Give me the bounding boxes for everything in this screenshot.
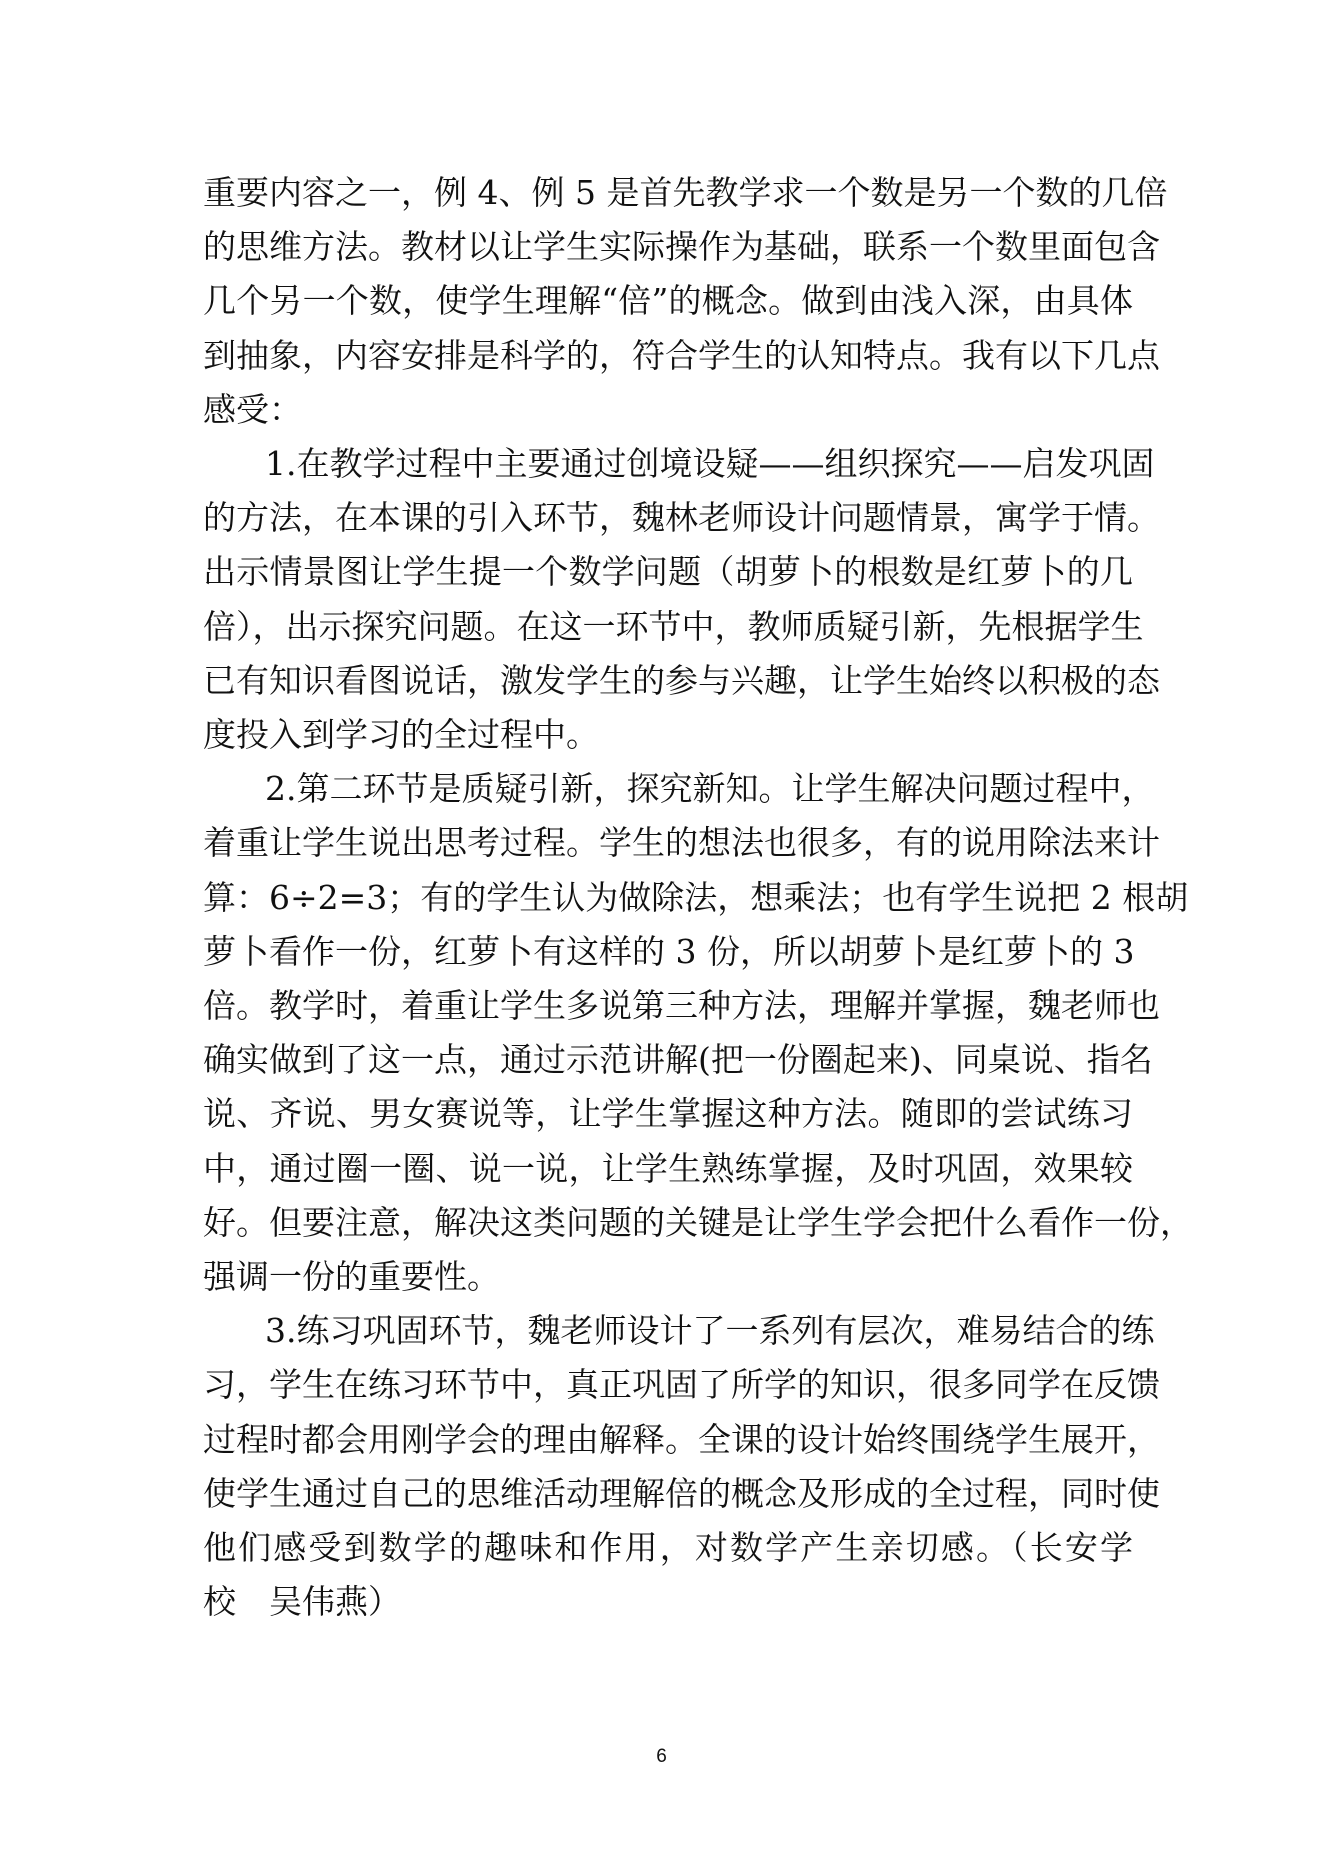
text-line: 感受： [203,389,302,429]
text-line: 出示情景图让学生提一个数学问题（胡萝卜的根数是红萝卜的几 [203,552,1133,592]
text-line: 度投入到学习的全过程中。 [203,715,599,755]
paragraph-point-1 [203,437,1160,762]
text-line: 算：6÷2=3；有的学生认为做除法，想乘法；也有学生说把 2 根胡 [203,877,1189,917]
text-line: 习，学生在练习环节中，真正巩固了所学的知识，很多同学在反馈 [203,1365,1160,1405]
text-line: 着重让学生说出思考过程。学生的想法也很多，有的说用除法来计 [203,823,1160,863]
text-line: 已有知识看图说话，激发学生的参与兴趣，让学生始终以积极的态 [203,660,1160,700]
paragraph-intro [203,166,1168,437]
text-line: 倍。教学时，着重让学生多说第三种方法，理解并掌握，魏老师也 [203,986,1160,1026]
paragraph-point-3 [203,1304,1160,1629]
text-line: 确实做到了这一点，通过示范讲解(把一份圈起来)、同桌说、指名 [203,1040,1153,1080]
text-line: 说、齐说、男女赛说等，让学生掌握这种方法。随即的尝试练习 [203,1094,1133,1134]
page-number: 6 [656,1746,667,1767]
paragraph-point-2 [203,762,1193,1304]
text-line: 3.练习巩固环节，魏老师设计了一系列有层次，难易结合的练 [265,1311,1155,1351]
text-line: 1.在教学过程中主要通过创境设疑——组织探究——启发巩固 [265,444,1155,484]
text-line: 好。但要注意，解决这类问题的关键是让学生学会把什么看作一份， [203,1202,1193,1242]
text-line: 重要内容之一，例 4、例 5 是首先教学求一个数是另一个数的几倍 [203,173,1168,212]
text-line: 他们感受到数学的趣味和作用，对数学产生亲切感。（长安学 [203,1528,1133,1568]
text-line: 校 吴伟燕） [203,1582,401,1622]
text-line: 几个另一个数，使学生理解“倍”的概念。做到由浅入深，由具体 [203,281,1133,321]
text-line: 的思维方法。教材以让学生实际操作为基础，联系一个数里面包含 [203,227,1160,267]
text-line: 的方法，在本课的引入环节，魏林老师设计问题情景，寓学于情。 [203,498,1160,538]
text-line: 萝卜看作一份，红萝卜有这样的 3 份，所以胡萝卜是红萝卜的 3 [203,931,1135,971]
text-line: 过程时都会用刚学会的理由解释。全课的设计始终围绕学生展开， [203,1419,1160,1459]
text-line: 2.第二环节是质疑引新，探究新知。让学生解决问题过程中， [265,769,1155,809]
text-line: 使学生通过自己的思维活动理解倍的概念及形成的全过程，同时使 [203,1473,1160,1513]
text-line: 中，通过圈一圈、说一说，让学生熟练掌握，及时巩固，效果较 [203,1148,1133,1188]
text-line: 到抽象，内容安排是科学的，符合学生的认知特点。我有以下几点 [203,335,1160,375]
document-body [203,166,1193,1629]
text-line: 强调一份的重要性。 [203,1257,500,1297]
text-line: 倍），出示探究问题。在这一环节中，教师质疑引新，先根据学生 [203,606,1144,646]
